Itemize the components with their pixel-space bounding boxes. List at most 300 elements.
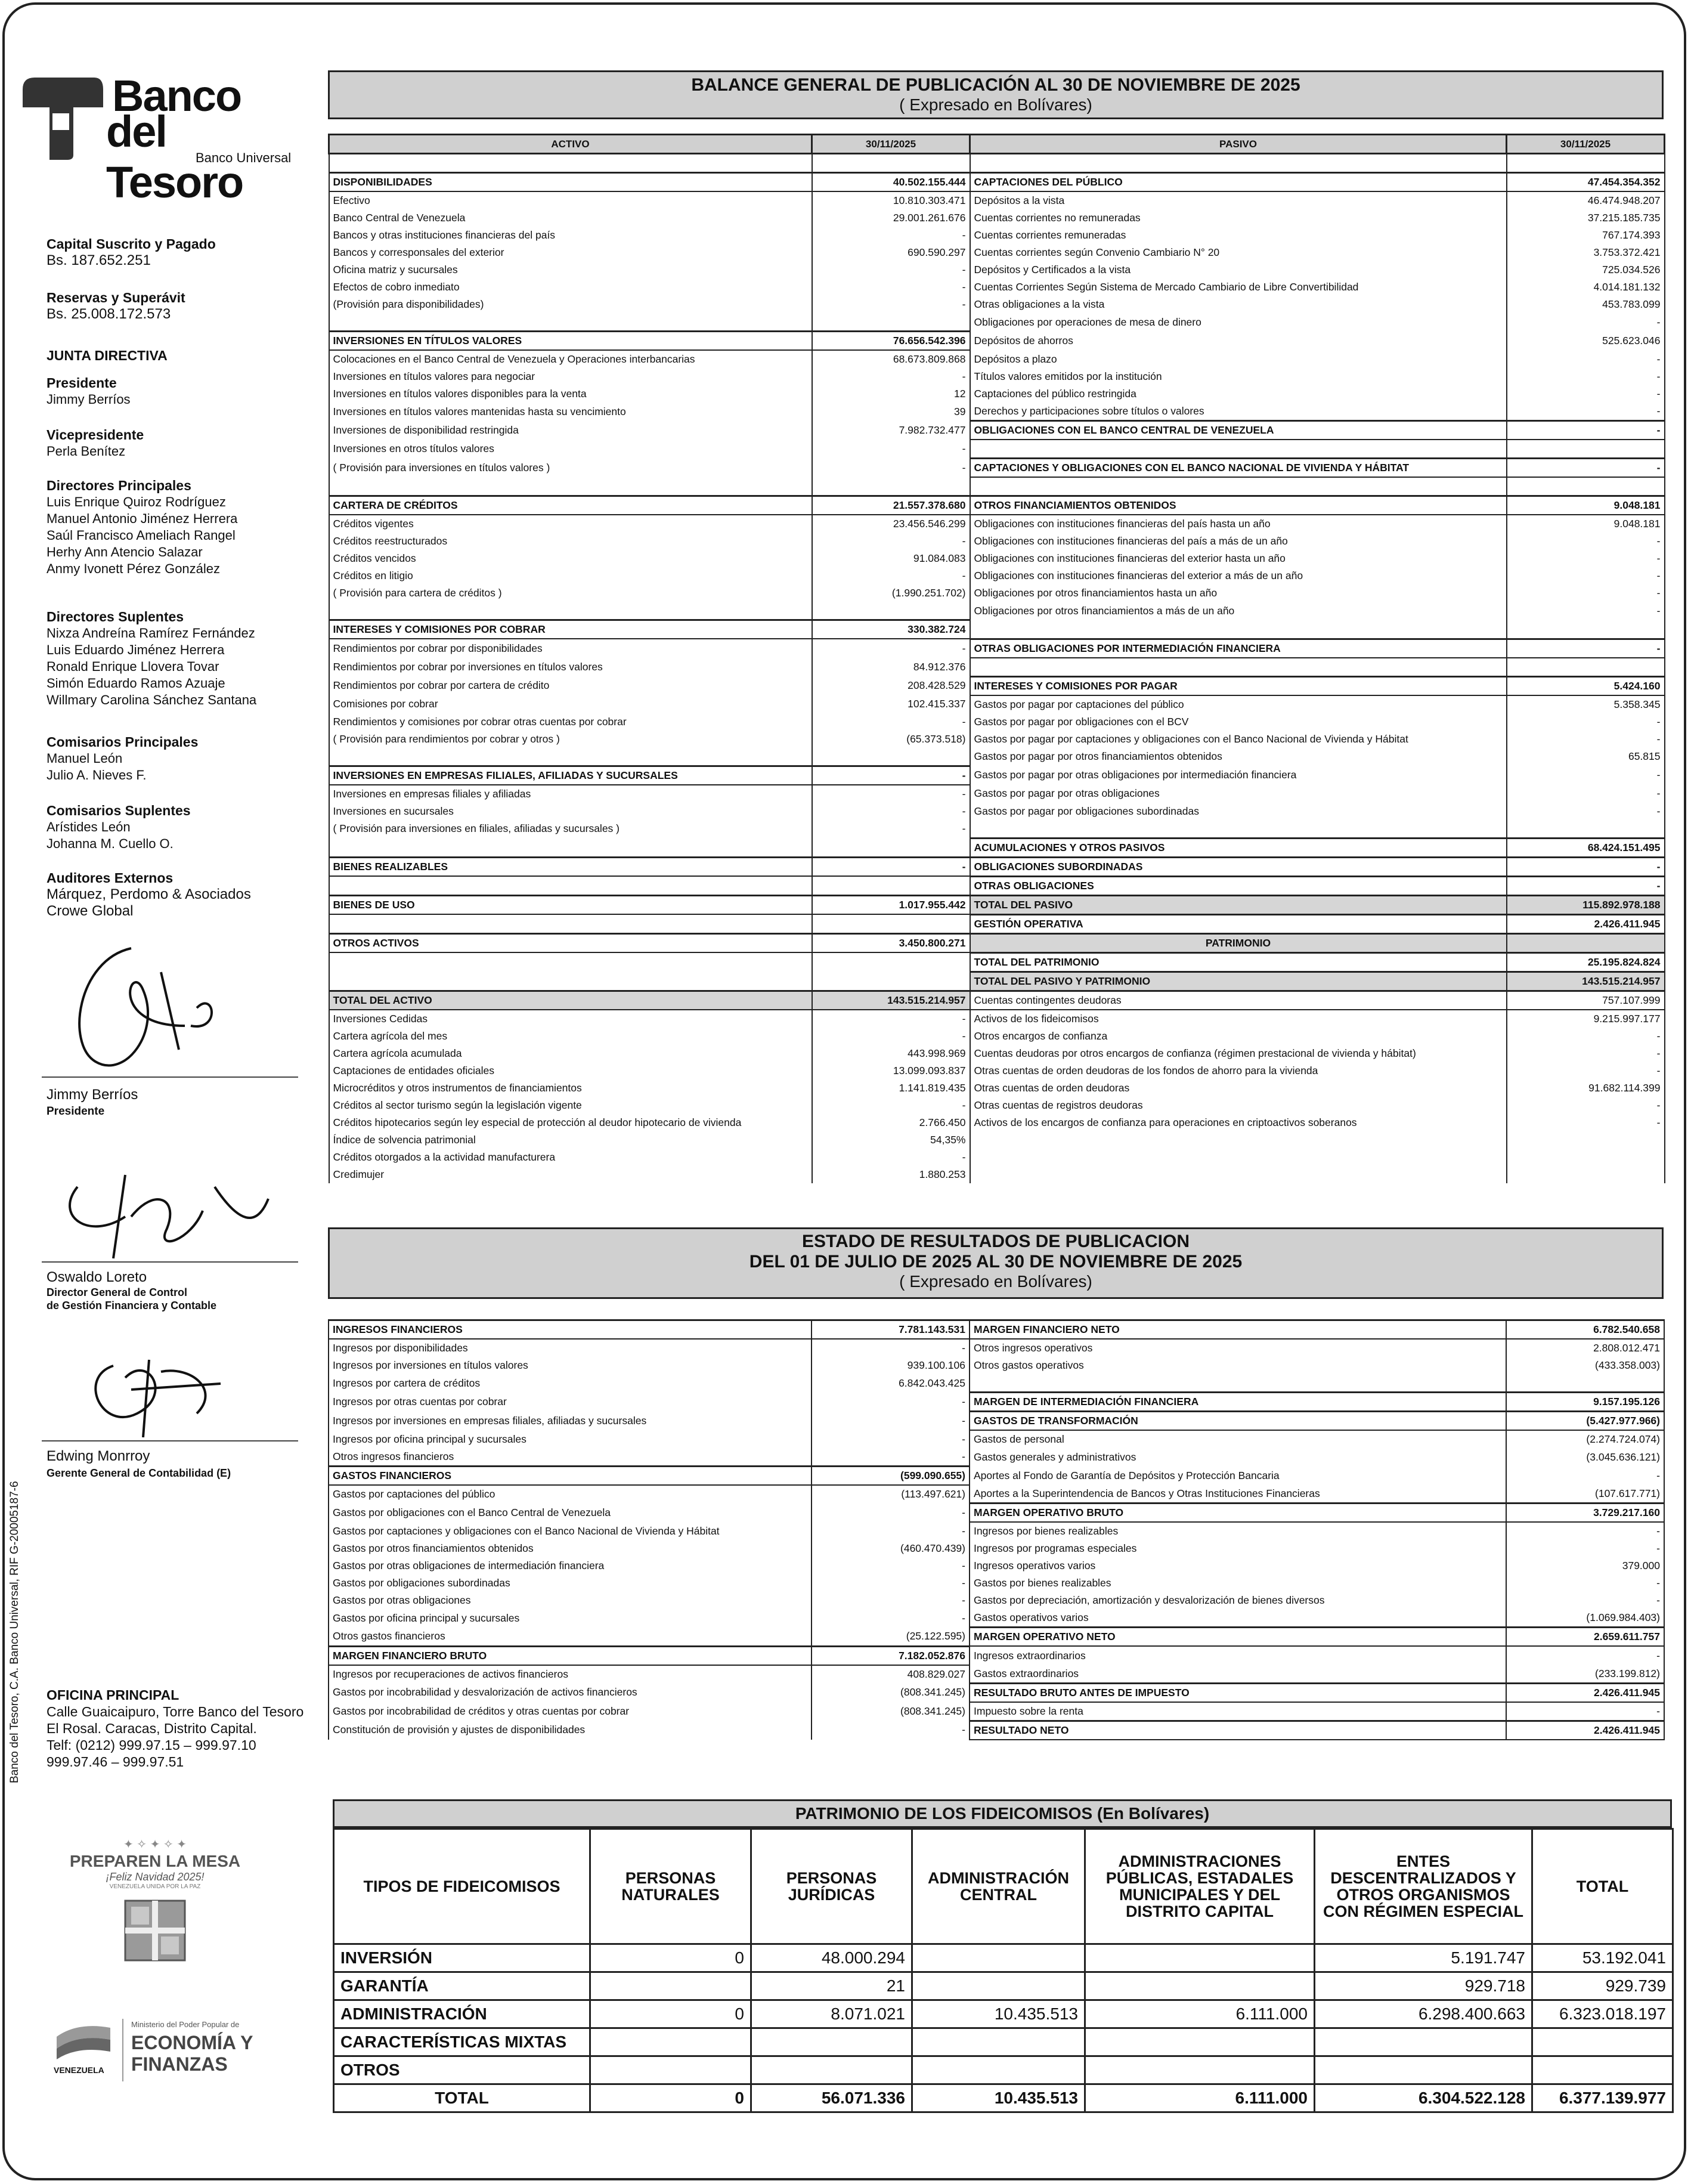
table-cell-label: Gastos por pagar por obligaciones subordinadas <box>970 803 1507 820</box>
table-cell-label: Gastos por incobrabilidad de créditos y otras cuentas por cobrar <box>329 1702 812 1721</box>
table-row <box>329 459 1665 478</box>
table-row <box>329 639 1665 658</box>
fideicomisos-title: PATRIMONIO DE LOS FIDEICOMISOS (En Bolívares) <box>333 1799 1672 1828</box>
dir-suplentes-label: Directores Suplentes <box>47 609 184 624</box>
table-row <box>329 731 1665 748</box>
table-cell-label: Ingresos por disponibilidades <box>329 1339 812 1357</box>
table-row <box>329 748 1665 766</box>
table-cell-label: ( Provisión para inversiones en títulos valores ) <box>329 459 812 478</box>
table-row <box>329 1557 1664 1574</box>
table-cell-value: (808.341.245) <box>812 1702 970 1721</box>
table-row <box>329 766 1665 785</box>
table-cell-value: - <box>1507 1028 1665 1045</box>
table-cell-value: - <box>812 1504 970 1523</box>
table-cell-value: (3.045.636.121) <box>1506 1448 1664 1467</box>
table-cell-value: - <box>812 803 970 820</box>
table-cell-label: Créditos al sector turismo según la legislación vigente <box>329 1097 812 1114</box>
table-row <box>329 1665 1664 1684</box>
table-cell-label: Cuentas corrientes no remuneradas <box>970 209 1507 227</box>
table-row <box>329 191 1665 209</box>
table-cell-value: - <box>1506 1467 1664 1486</box>
star-icon: ✦ ✧ ✦ ✧ ✦ <box>123 1838 187 1851</box>
table-cell-value: 408.829.027 <box>812 1665 970 1684</box>
table-cell-value <box>1315 2056 1532 2084</box>
table-cell-value: 1.141.819.435 <box>812 1079 970 1097</box>
table-cell-value: 46.474.948.207 <box>1507 191 1665 209</box>
table-row <box>334 2000 1673 2028</box>
table-cell-label <box>329 748 812 766</box>
table-cell-value: - <box>1506 1592 1664 1609</box>
table-cell-label: Gastos por otras obligaciones <box>329 1592 812 1609</box>
table-cell-value: - <box>1506 1540 1664 1557</box>
table-cell-label: DISPONIBILIDADES <box>329 173 812 192</box>
table-cell-value: - <box>812 1412 970 1431</box>
table-row <box>329 1079 1665 1097</box>
table-cell-label: INVERSIONES EN TÍTULOS VALORES <box>329 332 812 351</box>
table-cell-value: 39 <box>812 403 970 421</box>
table-cell-value: - <box>812 1522 970 1540</box>
table-cell-label: Otros gastos financieros <box>329 1628 812 1647</box>
signature-line <box>42 1440 298 1441</box>
table-cell-value: - <box>812 1721 970 1740</box>
table-cell-label: Ingresos por programas especiales <box>970 1540 1506 1557</box>
signature-line <box>42 1076 298 1078</box>
table-row <box>329 991 1665 1010</box>
sig2-title2: de Gestión Financiera y Contable <box>47 1300 217 1311</box>
table-cell-label: Aportes a la Superintendencia de Bancos y Otras Instituciones Financieras <box>970 1485 1506 1504</box>
table-row <box>329 515 1665 533</box>
table-cell-value: 84.912.376 <box>812 658 970 677</box>
table-row <box>334 2056 1673 2084</box>
table-cell-label: OBLIGACIONES SUBORDINADAS <box>970 857 1507 876</box>
sidebar <box>0 0 310 2184</box>
table-row <box>329 602 1665 620</box>
table-cell-label: Gastos por incobrabilidad y desvalorización de activos financieros <box>329 1683 812 1702</box>
table-cell-label: Obligaciones con instituciones financieras del país hasta un año <box>970 515 1507 533</box>
table-cell-value <box>912 1972 1085 2000</box>
table-cell-value: - <box>1507 567 1665 584</box>
table-cell-value: - <box>812 1097 970 1114</box>
table-cell-value: 4.014.181.132 <box>1507 279 1665 296</box>
table-cell-label: Captaciones del público restringida <box>970 385 1507 403</box>
table-cell-label <box>970 1149 1507 1166</box>
table-cell-value: - <box>812 296 970 313</box>
table-row <box>329 1702 1664 1721</box>
table-cell-value: - <box>812 1010 970 1028</box>
table-cell-label: Ingresos por oficina principal y sucursales <box>329 1430 812 1448</box>
table-row <box>329 567 1665 584</box>
list-item: 999.97.46 – 999.97.51 <box>47 1754 184 1770</box>
divider <box>122 2019 123 2081</box>
table-cell-value: 21.557.378.680 <box>812 496 970 515</box>
table-cell-value: 929.739 <box>1532 1972 1673 2000</box>
table-row <box>329 1540 1664 1557</box>
table-row <box>329 1097 1665 1114</box>
table-cell-label <box>970 658 1507 677</box>
table-cell-label: Gastos operativos varios <box>970 1609 1506 1628</box>
reservas-label: Reservas y Superávit <box>47 290 185 305</box>
table-cell-label: Constitución de provisión y ajustes de disponibilidades <box>329 1721 812 1740</box>
table-cell-value: - <box>1507 1045 1665 1062</box>
table-row <box>329 1374 1664 1393</box>
table-cell-value: 37.215.185.735 <box>1507 209 1665 227</box>
gov-line1: ECONOMÍA Y <box>131 2032 253 2053</box>
table-cell-label: Gastos por oficina principal y sucursales <box>329 1609 812 1628</box>
resultados-title-banner <box>328 1227 1664 1299</box>
table-cell-label: Créditos hipotecarios según ley especial de protección al deudor hipotecario de vivienda <box>329 1114 812 1131</box>
list-item: Saúl Francisco Ameliach Rangel <box>47 528 236 543</box>
table-cell-value: 6.842.043.425 <box>812 1374 970 1393</box>
table-cell-value: 21 <box>751 1972 912 2000</box>
table-row <box>329 1467 1664 1486</box>
table-cell-label: TOTAL <box>334 2084 590 2112</box>
table-cell-label: Títulos valores emitidos por la institución <box>970 368 1507 385</box>
list-item: Herhy Ann Atencio Salazar <box>47 545 203 559</box>
table-cell-value: 48.000.294 <box>751 1944 912 1972</box>
vertical-legal-text: Banco del Tesoro, C.A. Banco Universal, RIF G-20005187-6 <box>8 1481 21 1783</box>
table-cell-value: 91.682.114.399 <box>1507 1079 1665 1097</box>
table-row <box>329 895 1665 914</box>
col-header: ADMINISTRACIÓN CENTRAL <box>912 1829 1085 1944</box>
table-cell-value: - <box>1507 803 1665 820</box>
table-cell-label <box>329 313 812 332</box>
table-row <box>329 1412 1664 1431</box>
table-cell-label: Ingresos por bienes realizables <box>970 1522 1506 1540</box>
table-cell-value: 0 <box>590 2084 751 2112</box>
resultados-title2: DEL 01 DE JULIO DE 2025 AL 30 DE NOVIEMBRE DE 2025 <box>749 1252 1243 1272</box>
capital-value: Bs. 187.652.251 <box>47 252 151 268</box>
col-header: ENTES DESCENTRALIZADOS Y OTROS ORGANISMOS CON RÉGIMEN ESPECIAL <box>1315 1829 1532 1944</box>
table-cell-value: - <box>812 279 970 296</box>
table-cell-label: Activos de los encargos de confianza para operaciones en criptoactivos soberanos <box>970 1114 1507 1131</box>
table-row <box>329 1485 1664 1504</box>
table-row <box>329 914 1665 933</box>
table-cell-value: 65.815 <box>1507 748 1665 766</box>
table-cell-label: GASTOS FINANCIEROS <box>329 1467 812 1486</box>
table-cell-label: Créditos reestructurados <box>329 533 812 550</box>
table-row <box>334 1944 1673 1972</box>
table-cell-label: Cartera agrícola acumulada <box>329 1045 812 1062</box>
table-cell-value: 3.753.372.421 <box>1507 244 1665 261</box>
table-cell-label: TOTAL DEL PASIVO Y PATRIMONIO <box>970 972 1507 991</box>
table-row <box>329 496 1665 515</box>
col-header-date: 30/11/2025 <box>812 135 970 154</box>
table-cell-label: OTROS FINANCIAMIENTOS OBTENIDOS <box>970 496 1507 515</box>
sig1-name: Jimmy Berríos <box>47 1087 138 1103</box>
vice-label: Vicepresidente <box>47 427 144 443</box>
table-cell-label: Rendimientos por cobrar por disponibilidades <box>329 639 812 658</box>
table-cell-value: - <box>1507 876 1665 895</box>
table-cell-label: Gastos por captaciones del público <box>329 1485 812 1504</box>
table-cell-value: - <box>1507 421 1665 440</box>
list-item: Telf: (0212) 999.97.15 – 999.97.10 <box>47 1737 256 1753</box>
table-cell-value <box>1507 1131 1665 1149</box>
directores-suplentes <box>47 608 256 709</box>
brand-sub: Banco Universal <box>196 150 292 165</box>
table-cell-value <box>812 876 970 895</box>
table-cell-label: ( Provisión para cartera de créditos ) <box>329 584 812 602</box>
table-cell-label: Ingresos por cartera de créditos <box>329 1374 812 1393</box>
table-cell-value: 453.783.099 <box>1507 296 1665 313</box>
table-cell-value: - <box>1507 1097 1665 1114</box>
table-cell-label: Gastos por otras obligaciones de intermediación financiera <box>329 1557 812 1574</box>
table-cell-label: Cuentas contingentes deudoras <box>970 991 1507 1010</box>
table-cell-label: INGRESOS FINANCIEROS <box>329 1320 812 1340</box>
table-cell-value <box>812 838 970 857</box>
table-cell-label: Gastos por otros financiamientos obtenidos <box>329 1540 812 1557</box>
table-cell-value: - <box>1507 785 1665 803</box>
table-cell-value: 6.111.000 <box>1085 2084 1315 2112</box>
table-cell-value <box>1532 2056 1673 2084</box>
table-cell-label: Gastos por captaciones y obligaciones con el Banco Nacional de Vivienda y Hábitat <box>329 1522 812 1540</box>
fideicomisos-body <box>334 1829 1673 2112</box>
list-item: Ronald Enrique Llovera Tovar <box>47 659 219 674</box>
table-row <box>329 368 1665 385</box>
table-cell-value: 9.215.997.177 <box>1507 1010 1665 1028</box>
table-row <box>329 1721 1664 1740</box>
table-row <box>329 279 1665 296</box>
table-cell-label: Cuentas corrientes según Convenio Cambiario N° 20 <box>970 244 1507 261</box>
table-row <box>329 803 1665 820</box>
table-cell-value: 1.017.955.442 <box>812 895 970 914</box>
table-cell-value: - <box>1507 1114 1665 1131</box>
table-cell-label: Créditos vigentes <box>329 515 812 533</box>
table-cell-value: 143.515.214.957 <box>812 991 970 1010</box>
table-cell-label: Colocaciones en el Banco Central de Venezuela y Operaciones interbancarias <box>329 350 812 368</box>
table-cell-value: 443.998.969 <box>812 1045 970 1062</box>
table-cell-value: 379.000 <box>1506 1557 1664 1574</box>
list-item: Nixza Andreína Ramírez Fernández <box>47 626 255 641</box>
table-cell-label: Obligaciones por operaciones de mesa de dinero <box>970 313 1507 332</box>
table-cell-value: 6.111.000 <box>1085 2000 1315 2028</box>
table-cell-label: Obligaciones con instituciones financieras del país a más de un año <box>970 533 1507 550</box>
table-cell-value: - <box>812 1339 970 1357</box>
table-cell-value: 5.424.160 <box>1507 676 1665 695</box>
table-row <box>329 676 1665 695</box>
table-cell-label: Inversiones en otros títulos valores <box>329 440 812 459</box>
table-cell-label: MARGEN FINANCIERO NETO <box>970 1320 1506 1340</box>
presidente-label: Presidente <box>47 375 117 391</box>
table-cell-label: Bancos y corresponsales del exterior <box>329 244 812 261</box>
table-cell-label: Credimujer <box>329 1166 812 1183</box>
table-cell-value <box>1507 1149 1665 1166</box>
table-row <box>329 972 1665 991</box>
table-cell-value <box>751 2028 912 2056</box>
flag-icon <box>54 2019 113 2061</box>
table-cell-label: CAPTACIONES DEL PÚBLICO <box>970 173 1507 192</box>
table-cell-value: - <box>812 227 970 244</box>
table-row <box>329 1683 1664 1702</box>
table-cell-value: 929.718 <box>1315 1972 1532 2000</box>
table-cell-value: (233.199.812) <box>1506 1665 1664 1684</box>
vice-name: Perla Benítez <box>47 444 126 459</box>
table-cell-value: - <box>812 533 970 550</box>
reservas-block <box>47 289 185 323</box>
table-cell-value: 0 <box>590 2000 751 2028</box>
table-cell-label: Otros ingresos operativos <box>970 1339 1506 1357</box>
table-cell-value: 7.982.732.477 <box>812 421 970 440</box>
table-cell-value: - <box>812 1149 970 1166</box>
gov-line2: FINANZAS <box>131 2053 228 2075</box>
table-row <box>329 584 1665 602</box>
table-cell-label: Otras cuentas de orden deudoras de los fondos de ahorro para la vivienda <box>970 1062 1507 1079</box>
table-cell-label <box>329 838 812 857</box>
table-cell-value: - <box>1506 1574 1664 1592</box>
table-cell-label <box>970 1131 1507 1149</box>
table-cell-label: Créditos vencidos <box>329 550 812 567</box>
table-cell-value: - <box>1507 584 1665 602</box>
table-cell-value: - <box>1506 1522 1664 1540</box>
table-cell-value <box>912 2028 1085 2056</box>
table-row <box>329 1357 1664 1374</box>
table-row <box>329 421 1665 440</box>
table-cell-label: Gastos por pagar por captaciones y obligaciones con el Banco Nacional de Vivienda y Hábitat <box>970 731 1507 748</box>
table-cell-value: (2.274.724.074) <box>1506 1430 1664 1448</box>
table-cell-value: - <box>1507 731 1665 748</box>
table-row <box>329 1320 1664 1340</box>
list-item: Willmary Carolina Sánchez Santana <box>47 692 257 707</box>
com-suplentes-label: Comisarios Suplentes <box>47 803 191 818</box>
table-cell-value: - <box>1506 1702 1664 1721</box>
table-row <box>329 350 1665 368</box>
table-cell-value: (5.427.977.966) <box>1506 1412 1664 1431</box>
table-cell-label: Créditos otorgados a la actividad manufacturera <box>329 1149 812 1166</box>
table-cell-value <box>590 2028 751 2056</box>
table-row <box>329 933 1665 952</box>
table-cell-value: - <box>812 639 970 658</box>
table-row <box>329 1393 1664 1412</box>
sig2-title1: Director General de Control <box>47 1286 188 1298</box>
table-cell-value: 8.071.021 <box>751 2000 912 2028</box>
dir-principales-label: Directores Principales <box>47 478 191 493</box>
table-cell-value: 725.034.526 <box>1507 261 1665 279</box>
col-header-pasivo: PASIVO <box>970 135 1507 154</box>
table-cell-label: Gastos por pagar por otros financiamientos obtenidos <box>970 748 1507 766</box>
table-cell-value <box>812 748 970 766</box>
gov-country: VENEZUELA <box>54 2065 104 2075</box>
table-cell-value <box>751 2056 912 2084</box>
table-cell-label: CARTERA DE CRÉDITOS <box>329 496 812 515</box>
oficina-label: OFICINA PRINCIPAL <box>47 1687 179 1703</box>
balance-title: BALANCE GENERAL DE PUBLICACIÓN AL 30 DE NOVIEMBRE DE 2025 <box>691 75 1300 95</box>
table-cell-value: 525.623.046 <box>1507 332 1665 351</box>
col-header-date: 30/11/2025 <box>1507 135 1665 154</box>
table-cell-label <box>970 154 1507 173</box>
table-cell-value: 56.071.336 <box>751 2084 912 2112</box>
auditores-label: Auditores Externos <box>47 870 174 886</box>
table-cell-value <box>812 477 970 496</box>
table-cell-label <box>970 477 1507 496</box>
balance-title-banner <box>328 70 1664 119</box>
table-row <box>329 477 1665 496</box>
table-cell-label <box>970 1374 1506 1393</box>
table-cell-value: - <box>1507 368 1665 385</box>
table-cell-label: Ingresos por recuperaciones de activos financieros <box>329 1665 812 1684</box>
table-header-row <box>329 135 1665 154</box>
signature-director <box>42 1151 292 1270</box>
table-cell-value <box>1507 658 1665 677</box>
table-cell-value: 25.195.824.824 <box>1507 952 1665 972</box>
table-row <box>329 1010 1665 1028</box>
table-row <box>329 952 1665 972</box>
gov-ministerio: Ministerio del Poder Popular de <box>131 2020 240 2029</box>
table-row <box>329 440 1665 459</box>
table-cell-value: 40.502.155.444 <box>812 173 970 192</box>
table-cell-label: GESTIÓN OPERATIVA <box>970 914 1507 933</box>
table-cell-value: - <box>812 857 970 876</box>
table-row <box>329 785 1665 803</box>
table-cell-value: 1.880.253 <box>812 1166 970 1183</box>
table-cell-value: 6.298.400.663 <box>1315 2000 1532 2028</box>
table-cell-value: - <box>1507 1062 1665 1079</box>
table-cell-label: GARANTÍA <box>334 1972 590 2000</box>
table-cell-value: - <box>1507 459 1665 478</box>
list-item: Márquez, Perdomo & Asociados <box>47 886 251 902</box>
table-cell-value <box>1507 620 1665 639</box>
brand-line1: Banco <box>112 71 241 120</box>
table-cell-value: - <box>812 567 970 584</box>
table-cell-label: Otros gastos operativos <box>970 1357 1506 1374</box>
table-cell-value: (107.617.771) <box>1506 1485 1664 1504</box>
list-item: Manuel Antonio Jiménez Herrera <box>47 511 238 526</box>
table-cell-value: 6.377.139.977 <box>1532 2084 1673 2112</box>
table-cell-label: OTRAS OBLIGACIONES POR INTERMEDIACIÓN FINANCIERA <box>970 639 1507 658</box>
table-cell-value: 54,35% <box>812 1131 970 1149</box>
table-cell-label: Gastos por pagar por obligaciones con el BCV <box>970 713 1507 731</box>
table-cell-value <box>812 602 970 620</box>
table-cell-label: Gastos por pagar por otras obligaciones <box>970 785 1507 803</box>
table-cell-label: GASTOS DE TRANSFORMACIÓN <box>970 1412 1506 1431</box>
table-cell-label: Efectos de cobro inmediato <box>329 279 812 296</box>
government-logo <box>48 2019 310 2084</box>
table-cell-value: - <box>812 368 970 385</box>
table-cell-label: Impuesto sobre la renta <box>970 1702 1506 1721</box>
table-cell-label: Obligaciones por otros financiamientos a más de un año <box>970 602 1507 620</box>
table-cell-value: 2.426.411.945 <box>1506 1683 1664 1702</box>
table-cell-value: 2.426.411.945 <box>1507 914 1665 933</box>
table-cell-label <box>329 914 812 933</box>
table-row <box>329 1646 1664 1665</box>
table-cell-value: - <box>1507 766 1665 785</box>
table-cell-value: 2.659.611.757 <box>1506 1628 1664 1647</box>
table-cell-label: Obligaciones con instituciones financieras del exterior hasta un año <box>970 550 1507 567</box>
table-row <box>329 1574 1664 1592</box>
resultados-subtitle: ( Expresado en Bolívares) <box>899 1272 1092 1291</box>
table-cell-value: 6.304.522.128 <box>1315 2084 1532 2112</box>
table-cell-label: Rendimientos y comisiones por cobrar otras cuentas por cobrar <box>329 713 812 731</box>
list-item: Simón Eduardo Ramos Azuaje <box>47 676 225 691</box>
capital-label: Capital Suscrito y Pagado <box>47 236 216 252</box>
bank-logo <box>17 71 303 207</box>
balance-body <box>329 135 1665 1183</box>
table-cell-value <box>1507 1166 1665 1183</box>
table-cell-label: OTROS <box>334 2056 590 2084</box>
sig1-title: Presidente <box>47 1105 105 1118</box>
table-cell-label: TOTAL DEL PATRIMONIO <box>970 952 1507 972</box>
table-row <box>329 385 1665 403</box>
table-cell-value <box>912 2056 1085 2084</box>
table-cell-label: ( Provisión para rendimientos por cobrar y otros ) <box>329 731 812 748</box>
table-cell-label: Ingresos operativos varios <box>970 1557 1506 1574</box>
table-cell-value: 10.810.303.471 <box>812 191 970 209</box>
signature-gerente <box>42 1342 292 1449</box>
table-cell-label: CAPTACIONES Y OBLIGACIONES CON EL BANCO NACIONAL DE VIVIENDA Y HÁBITAT <box>970 459 1507 478</box>
table-cell-value: 208.428.529 <box>812 676 970 695</box>
table-cell-value: (599.090.655) <box>812 1467 970 1486</box>
table-cell-value: 0 <box>590 1944 751 1972</box>
list-item: El Rosal. Caracas, Distrito Capital. <box>47 1721 257 1736</box>
table-row <box>334 2028 1673 2056</box>
